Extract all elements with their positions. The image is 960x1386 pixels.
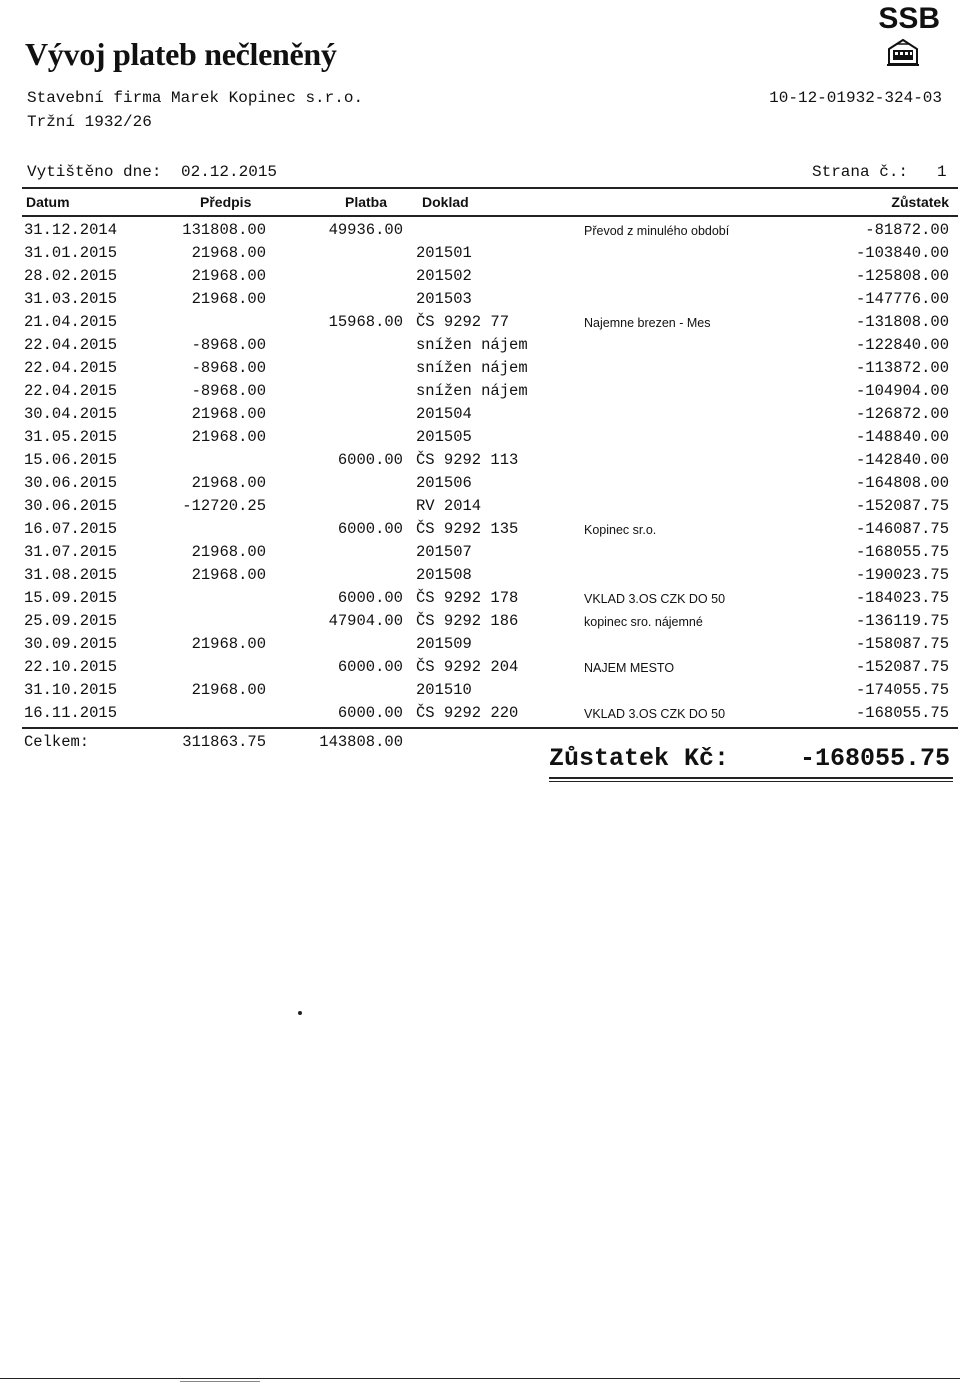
row-zustatek: -136119.75 [855,612,949,630]
row-doklad: snížen nájem [416,359,528,377]
row-predpis: 21968.00 [191,290,266,308]
table-row [0,474,960,497]
footer-rule-short [180,1381,260,1382]
row-zustatek: -126872.00 [855,405,949,423]
row-doklad: 201510 [416,681,472,699]
row-zustatek: -152087.75 [855,497,949,515]
row-date: 31.01.2015 [24,244,118,262]
row-predpis: -8968.00 [191,359,266,377]
row-zustatek: -168055.75 [855,543,949,561]
row-platba: 6000.00 [337,589,403,607]
page-number: 1 [937,163,947,181]
row-platba: 6000.00 [337,520,403,538]
row-doklad: 201508 [416,566,472,584]
row-date: 30.09.2015 [24,635,118,653]
row-zustatek: -104904.00 [855,382,949,400]
row-date: 31.12.2014 [24,221,118,239]
totals-predpis: 311863.75 [182,733,266,751]
row-date: 25.09.2015 [24,612,118,630]
row-date: 28.02.2015 [24,267,118,285]
row-predpis: -12720.25 [182,497,266,515]
balance-value: -168055.75 [799,744,950,773]
row-date: 15.09.2015 [24,589,118,607]
row-predpis: 21968.00 [191,566,266,584]
ssb-logo-text: SSB [878,2,940,35]
table-row [0,382,960,405]
row-doklad: ČS 9292 113 [416,451,519,469]
row-doklad: 201505 [416,428,472,446]
row-doklad: ČS 9292 204 [416,658,519,676]
printed-date: 02.12.2015 [181,163,278,181]
table-row [0,497,960,520]
table-row [0,566,960,589]
column-header-datum: Datum [26,194,70,210]
row-platba: 49936.00 [328,221,403,239]
row-doklad: snížen nájem [416,382,528,400]
row-predpis: 21968.00 [191,635,266,653]
row-zustatek: -184023.75 [855,589,949,607]
row-doklad: 201502 [416,267,472,285]
row-zustatek: -148840.00 [855,428,949,446]
table-row [0,635,960,658]
row-zustatek: -164808.00 [855,474,949,492]
row-date: 15.06.2015 [24,451,118,469]
row-zustatek: -131808.00 [855,313,949,331]
table-row [0,612,960,635]
row-date: 31.07.2015 [24,543,118,561]
row-note: Najemne brezen - Mes [584,316,711,330]
table-row [0,313,960,336]
row-zustatek: -103840.00 [855,244,949,262]
table-row [0,221,960,244]
column-header-predpis: Předpis [200,194,252,210]
row-predpis: 21968.00 [191,428,266,446]
header-bottom-rule [22,215,958,217]
row-zustatek: -81872.00 [865,221,949,239]
row-date: 31.08.2015 [24,566,118,584]
row-date: 31.05.2015 [24,428,118,446]
table-row [0,451,960,474]
row-doklad: ČS 9292 178 [416,589,519,607]
row-date: 30.04.2015 [24,405,118,423]
page-title: Vývoj plateb nečleněný [25,36,337,72]
table-row [0,244,960,267]
row-date: 16.11.2015 [24,704,118,722]
row-doklad: RV 2014 [416,497,482,515]
table-row [0,405,960,428]
table-row [0,267,960,290]
row-date: 22.04.2015 [24,336,118,354]
row-predpis: 21968.00 [191,405,266,423]
row-zustatek: -142840.00 [855,451,949,469]
row-predpis: 131808.00 [182,221,266,239]
row-note: Kopinec sr.o. [584,523,657,537]
row-zustatek: -146087.75 [855,520,949,538]
balance-underline [549,777,953,779]
row-platba: 6000.00 [337,451,403,469]
table-row [0,520,960,543]
row-zustatek: -122840.00 [855,336,949,354]
row-date: 30.06.2015 [24,497,118,515]
table-row [0,290,960,313]
balance-underline-2 [549,781,953,782]
row-zustatek: -158087.75 [855,635,949,653]
table-row [0,336,960,359]
row-date: 22.10.2015 [24,658,118,676]
building-icon [886,37,920,67]
row-predpis: 21968.00 [191,244,266,262]
row-doklad: 201507 [416,543,472,561]
row-date: 22.04.2015 [24,359,118,377]
row-date: 21.04.2015 [24,313,118,331]
row-date: 31.10.2015 [24,681,118,699]
table-row [0,543,960,566]
row-zustatek: -152087.75 [855,658,949,676]
row-note: VKLAD 3.OS CZK DO 50 [584,707,726,721]
row-doklad: 201509 [416,635,472,653]
row-zustatek: -190023.75 [855,566,949,584]
row-predpis: 21968.00 [191,543,266,561]
row-date: 31.03.2015 [24,290,118,308]
row-note: kopinec sro. nájemné [584,615,703,629]
table-row [0,359,960,382]
stray-dot [298,1011,302,1015]
table-bottom-rule [22,727,958,729]
row-doklad: 201506 [416,474,472,492]
row-zustatek: -125808.00 [855,267,949,285]
row-doklad: 201501 [416,244,472,262]
row-platba: 6000.00 [337,658,403,676]
row-doklad: ČS 9292 77 [416,313,510,331]
totals-platba: 143808.00 [319,733,403,751]
row-date: 30.06.2015 [24,474,118,492]
row-predpis: 21968.00 [191,681,266,699]
row-predpis: -8968.00 [191,382,266,400]
row-doklad: ČS 9292 220 [416,704,519,722]
page-label: Strana č.: [812,163,909,181]
table-row [0,589,960,612]
company-street: Tržní 1932/26 [27,113,152,131]
balance-label: Zůstatek Kč: [549,744,730,773]
table-row [0,428,960,451]
table-row [0,704,960,727]
row-doklad: ČS 9292 186 [416,612,519,630]
row-date: 22.04.2015 [24,382,118,400]
row-predpis: 21968.00 [191,267,266,285]
row-doklad: 201503 [416,290,472,308]
row-platba: 47904.00 [328,612,403,630]
company-name: Stavební firma Marek Kopinec s.r.o. [27,89,364,107]
printed-label: Vytištěno dne: [27,163,162,181]
document-number: 10-12-01932-324-03 [769,89,942,107]
column-header-platba: Platba [345,194,388,210]
row-zustatek: -168055.75 [855,704,949,722]
row-platba: 6000.00 [337,704,403,722]
row-platba: 15968.00 [328,313,403,331]
footer-rule [0,1378,960,1379]
row-date: 16.07.2015 [24,520,118,538]
row-note: VKLAD 3.OS CZK DO 50 [584,592,726,606]
column-header-zustatek: Zůstatek [891,194,949,210]
table-row [0,658,960,681]
row-doklad: snížen nájem [416,336,528,354]
table-row [0,681,960,704]
row-doklad: 201504 [416,405,472,423]
row-zustatek: -147776.00 [855,290,949,308]
totals-label: Celkem: [24,733,90,751]
row-note: NAJEM MESTO [584,661,675,675]
row-zustatek: -174055.75 [855,681,949,699]
header-top-rule [22,187,958,189]
row-predpis: 21968.00 [191,474,266,492]
row-zustatek: -113872.00 [855,359,949,377]
column-header-doklad: Doklad [422,194,469,210]
row-predpis: -8968.00 [191,336,266,354]
row-doklad: ČS 9292 135 [416,520,519,538]
row-note: Převod z minulého období [584,224,730,238]
